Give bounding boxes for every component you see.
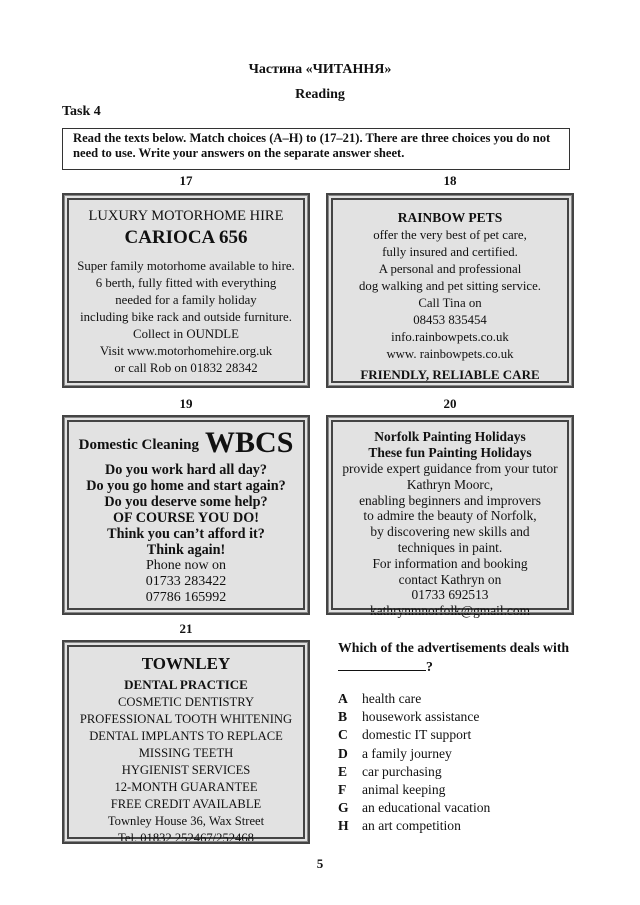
choice-letter: G <box>338 800 349 816</box>
ad-18-line-3: fully insured and certified. <box>382 245 518 259</box>
ad-21-line-11: Tel. 01832 252467/252468 <box>118 831 254 845</box>
instructions-box: Read the texts below. Match choices (A–H) to (17–21). There are three choices you do not need to use. Write your answers on the separate answer sheet. <box>62 128 570 170</box>
choice-letter: A <box>338 691 348 706</box>
ad-18-line-6: Call Tina on <box>418 296 482 310</box>
section-title: Reading <box>295 87 345 102</box>
choice-a <box>338 690 578 708</box>
ad-21-line-10: Townley House 36, Wax Street <box>107 814 265 828</box>
choice-h <box>338 817 578 835</box>
choice-letter: C <box>338 727 348 743</box>
ad-21-line-5: DENTAL IMPLANTS TO REPLACE <box>89 729 283 743</box>
ad-20-line-4: Kathryn Moorc, <box>406 476 494 492</box>
choice-text: car purchasing <box>362 763 442 779</box>
ad-20-line-1: Norfolk Painting Holidays <box>374 429 526 444</box>
choices-list <box>338 690 578 836</box>
choice-letter: E <box>338 763 348 779</box>
ad-number-20: 20 <box>443 396 457 411</box>
choice-text: an art competition <box>362 818 461 834</box>
ad-19-line-3: Do you deserve some help? <box>104 494 268 510</box>
ad-number-19: 19 <box>179 396 193 411</box>
ad-17-line-1: LUXURY MOTORHOME HIRE <box>88 208 284 224</box>
ad-21-line-2: DENTAL PRACTICE <box>124 677 248 692</box>
ad-18-line-2: offer the very best of pet care, <box>373 228 527 242</box>
ad-19-heading-row <box>69 428 303 460</box>
ad-20-line-9: For information and booking <box>372 555 528 571</box>
ad-20-line-10: contact Kathryn on <box>398 571 502 587</box>
ad-19-line-7: Phone now on <box>145 558 227 573</box>
ad-20-line-3: provide expert guidance from your tutor <box>342 461 558 476</box>
task-label: Task 4 <box>62 104 101 119</box>
ad-17-line-4: 6 berth, fully fitted with everything <box>95 276 277 290</box>
choice-g <box>338 799 578 817</box>
ad-19-line-1: Do you work hard all day? <box>105 462 267 478</box>
ad-17-line-6: including bike rack and outside furniture. <box>80 310 292 324</box>
ad-19-line-6: Think again! <box>146 542 226 558</box>
ad-20-line-2: These fun Painting Holidays <box>368 445 532 460</box>
ad-20-painting-holidays <box>326 415 574 619</box>
ad-19-line-4: OF COURSE YOU DO! <box>113 510 259 526</box>
choice-text: domestic IT support <box>362 727 472 743</box>
question-text: Which of the advertisements deals with <box>338 640 570 655</box>
ad-21-line-4: PROFESSIONAL TOOTH WHITENING <box>79 712 293 726</box>
choice-letter: F <box>338 781 347 797</box>
ad-21-line-6: MISSING TEETH <box>138 746 234 760</box>
ad-18-line-5: dog walking and pet sitting service. <box>359 279 541 293</box>
ad-19-heading: Domestic Cleaning <box>78 437 200 453</box>
ad-18-line-10: FRIENDLY, RELIABLE CARE <box>360 367 540 382</box>
answer-blank <box>338 658 426 671</box>
choice-text: health care <box>362 691 422 706</box>
ad-number-17: 17 <box>179 173 193 188</box>
ad-18-rainbow-pets <box>326 193 574 388</box>
ad-21-line-8: 12-MONTH GUARANTEE <box>114 780 258 794</box>
choice-text: a family journey <box>362 745 452 761</box>
ad-17-motorhome <box>62 193 310 388</box>
ad-19-domestic-cleaning <box>62 415 310 615</box>
ad-19-line-2: Do you go home and start again? <box>86 478 286 494</box>
question-prompt <box>338 638 578 676</box>
choice-b <box>338 708 578 726</box>
page-number: 5 <box>316 856 324 871</box>
choice-letter: H <box>338 818 349 834</box>
choice-d <box>338 745 578 763</box>
ad-21-line-1: TOWNLEY <box>141 654 231 673</box>
ad-20-line-11: 01733 692513 <box>411 587 489 603</box>
ad-17-line-2: CARIOCA 656 <box>124 227 248 248</box>
ad-19-brand: WBCS <box>205 426 294 459</box>
ad-19-line-5: Think you can’t afford it? <box>107 526 265 542</box>
ad-19-line-9: 07786 165992 <box>145 590 227 605</box>
choice-f <box>338 781 578 799</box>
choice-text: animal keeping <box>362 781 446 797</box>
ad-18-line-7: 08453 835454 <box>413 313 487 327</box>
ad-17-line-9: or call Rob on 01832 28342 <box>114 361 258 375</box>
ad-18-line-1: RAINBOW PETS <box>397 210 503 225</box>
choice-c <box>338 726 578 744</box>
ad-20-line-7: by discovering new skills and <box>370 524 530 540</box>
ad-20-line-12: kathrynmnorfolk@gmail.com <box>370 603 530 619</box>
part-title: Частина «ЧИТАННЯ» <box>248 62 392 77</box>
ad-21-dental-practice <box>62 640 310 844</box>
ad-number-21: 21 <box>179 621 193 636</box>
ad-17-line-7: Collect in OUNDLE <box>133 327 239 341</box>
ad-20-line-6: to admire the beauty of Norfolk, <box>363 508 537 524</box>
choice-e <box>338 763 578 781</box>
choice-text: housework assistance <box>362 709 480 725</box>
ad-21-line-7: HYGIENIST SERVICES <box>121 763 251 777</box>
ad-17-line-8: Visit www.motorhomehire.org.uk <box>99 344 273 358</box>
choice-letter: D <box>338 745 348 761</box>
ad-17-line-5: needed for a family holiday <box>115 293 257 307</box>
choice-letter: B <box>338 709 348 725</box>
ad-21-line-9: FREE CREDIT AVAILABLE <box>110 797 262 811</box>
ad-18-line-8: info.rainbowpets.co.uk <box>391 330 509 344</box>
ad-20-line-5: enabling beginners and improvers <box>359 492 541 508</box>
ad-20-line-8: techniques in paint. <box>397 539 503 555</box>
ad-19-line-8: 01733 283422 <box>145 574 227 589</box>
ad-number-18: 18 <box>443 173 457 188</box>
ad-18-line-9: www. rainbowpets.co.uk <box>386 347 514 361</box>
ad-18-line-4: A personal and professional <box>378 262 522 276</box>
ad-17-line-3: Super family motorhome available to hire. <box>77 259 295 273</box>
question-mark: ? <box>426 659 433 674</box>
choice-text: an educational vacation <box>362 800 491 816</box>
ad-21-line-3: COSMETIC DENTISTRY <box>117 695 255 709</box>
